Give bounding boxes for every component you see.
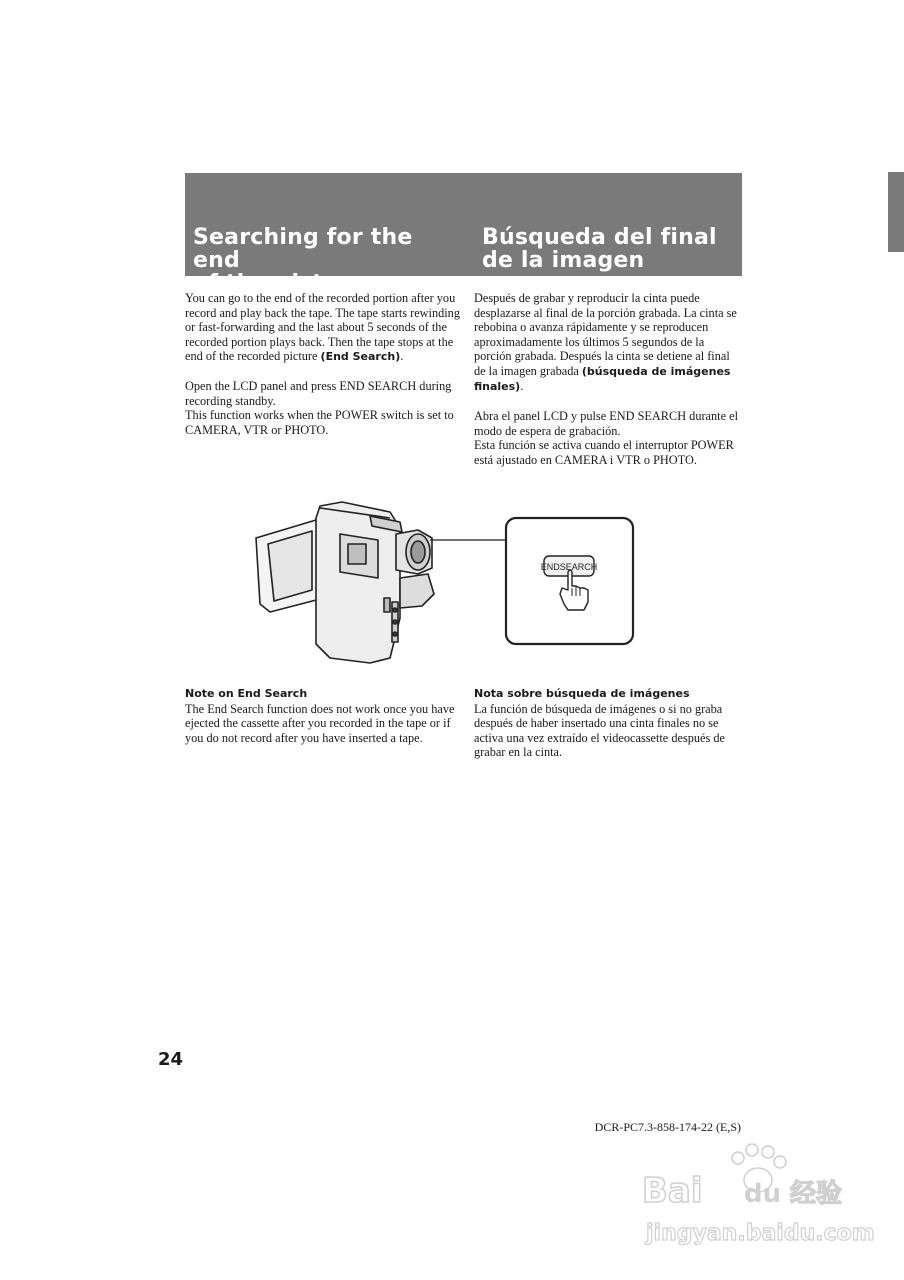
camcorder-illustration: [250, 498, 640, 668]
spanish-intro-end: .: [520, 379, 524, 393]
title-es-line1: Búsqueda del final: [482, 225, 717, 250]
english-note: [185, 687, 460, 745]
title-english: [193, 226, 463, 295]
english-intro-bold: (End Search): [320, 350, 401, 363]
title-es-line2: de la imagen: [482, 248, 645, 273]
watermark-brand: Bai: [642, 1171, 703, 1211]
english-intro-end: .: [400, 349, 404, 363]
spanish-instruction: Abra el panel LCD y pulse END SEARCH durante el modo de espera de grabación.: [474, 409, 738, 438]
end-search-button-label: ENDSEARCH: [540, 562, 598, 572]
title-en-line1: Searching for the end: [193, 225, 413, 273]
spanish-intro: [474, 291, 744, 395]
spanish-note: [474, 687, 744, 760]
english-intro: [185, 291, 460, 365]
spanish-intro-bold: (búsqueda de imágenes finales): [474, 364, 731, 393]
english-note-title: Note on End Search: [185, 687, 308, 700]
english-intro-text: You can go to the end of the recorded portion after you record and play back the tape. The tape starts rewinding or fast-forwarding and the last about 5 seconds of the recorded portion plays back. Then the tape stops at the end of the recorded picture: [185, 291, 460, 363]
english-power-note: This function works when the POWER switch is set to CAMERA, VTR or PHOTO.: [185, 408, 454, 437]
watermark-cn: 经验: [790, 1179, 843, 1209]
spanish-note-title: Nota sobre búsqueda de imágenes: [474, 687, 690, 700]
section-tab-marker: [888, 172, 904, 252]
title-spanish: [482, 226, 737, 272]
watermark-url: jingyan.baidu.com: [646, 1221, 875, 1246]
english-column: [185, 291, 460, 437]
watermark-brand-du: du: [744, 1179, 782, 1209]
baidu-watermark: [640, 1140, 875, 1270]
title-en-line2: of the picture: [193, 271, 366, 296]
english-instruction: Open the LCD panel and press END SEARCH during recording standby.: [185, 379, 452, 408]
page-number: 24: [158, 1049, 184, 1070]
spanish-note-body: La función de búsqueda de imágenes o si no graba después de haber insertado una cinta finales no se activa una vez extraído el videocassette después de grabar en la cinta.: [474, 701, 725, 759]
spanish-column: [474, 291, 744, 467]
spanish-power-note: Esta función se activa cuando el interruptor POWER está ajustado en CAMERA i VTR o PHOTO.: [474, 438, 734, 467]
english-note-body: The End Search function does not work once you have ejected the cassette after you recorded in the tape or if you do not record after you have inserted a tape.: [185, 701, 455, 745]
document-code: DCR-PC7.3-858-174-22 (E,S): [594, 1120, 741, 1134]
spanish-intro-text: Después de grabar y reproducir la cinta puede desplazarse al final de la porción grabada. La cinta se rebobina o avanza rápidamente y se reproducen aproximadamente los últimos 5 segundos de la porción grabada. Después la cinta se detiene al final de la imagen grabada: [474, 291, 737, 378]
